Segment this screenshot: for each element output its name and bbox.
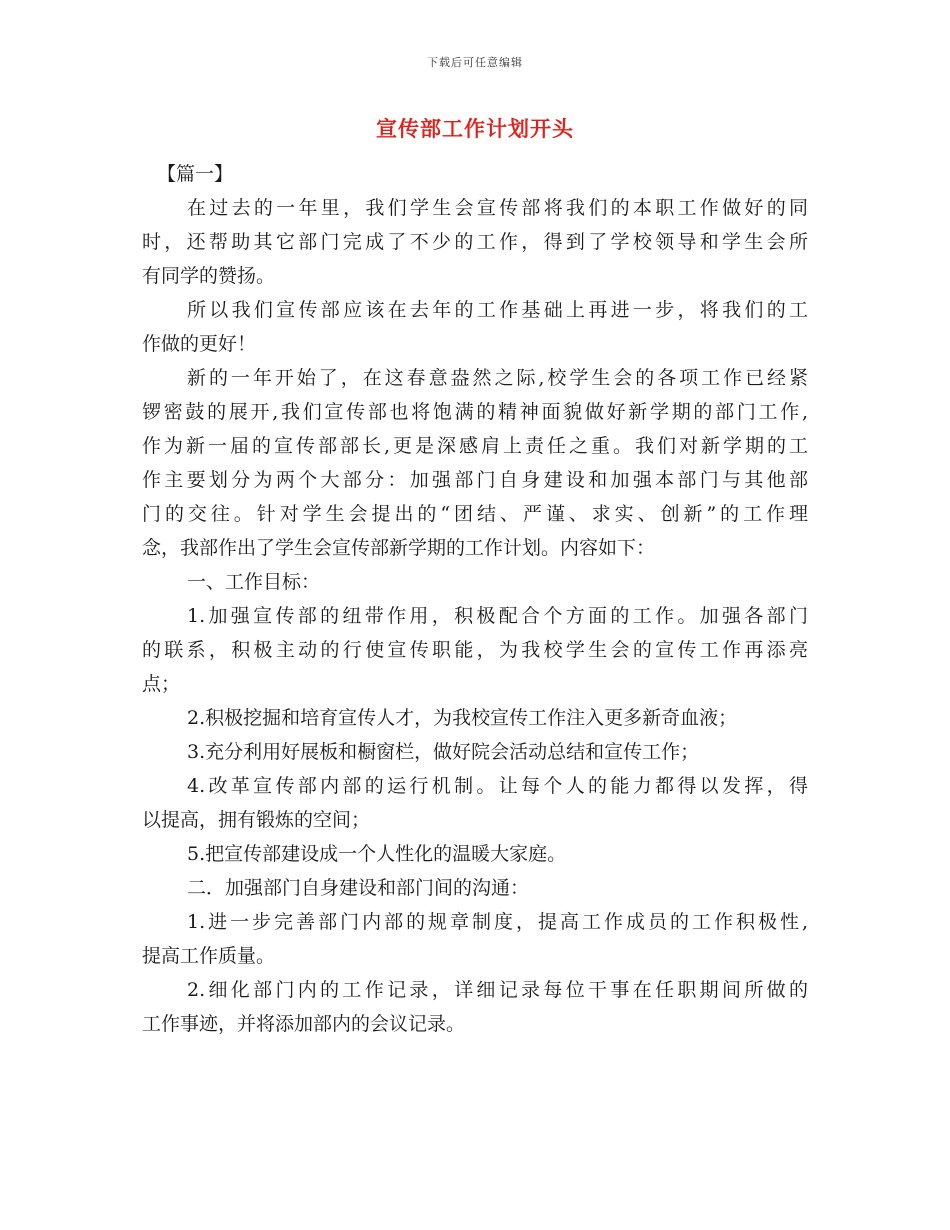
text-line: 1.进一步完善部门内部的规章制度，提高工作成员的工作积极性, <box>187 911 808 933</box>
text-line: 作主要划分为两个大部分：加强部门自身建设和加强本部门与其他部 <box>142 469 808 491</box>
document-body <box>142 157 808 1041</box>
text-line: 有同学的赞扬。 <box>142 265 276 287</box>
text-line: 作做的更好！ <box>142 333 257 355</box>
text-line: 锣密鼓的展开,我们宣传部也将饱满的精神面貌做好新学期的部门工作, <box>142 401 808 423</box>
header-note: 下载后可任意编辑 <box>427 56 523 69</box>
text-line: 提高工作质量。 <box>142 945 276 967</box>
text-line: 工作事迹，并将添加部内的会议记录。 <box>142 1013 466 1035</box>
text-line: 时，还帮助其它部门完成了不少的工作，得到了学校领导和学生会所 <box>142 231 808 253</box>
text-line: 念，我部作出了学生会宣传部新学期的工作计划。内容如下： <box>142 537 656 559</box>
text-line: 5.把宣传部建设成一个人性化的温暖大家庭。 <box>187 843 567 865</box>
text-line: 二．加强部门自身建设和部门间的沟通： <box>187 877 530 899</box>
text-line: 以提高，拥有锻炼的空间； <box>142 809 371 831</box>
text-line: 点； <box>142 673 181 695</box>
text-line: 一、工作目标： <box>187 571 321 593</box>
text-line: 2.细化部门内的工作记录，详细记录每位干事在任职期间所做的 <box>187 979 808 1001</box>
section-label: 【篇一】 <box>157 163 234 185</box>
document-title: 宣传部工作计划开头 <box>376 116 574 141</box>
text-line: 新的一年开始了，在这春意盎然之际,校学生会的各项工作已经紧 <box>187 367 808 389</box>
text-line: 4.改革宣传部内部的运行机制。让每个人的能力都得以发挥，得 <box>187 775 808 797</box>
text-line: 的联系，积极主动的行使宣传职能，为我校学生会的宣传工作再添亮 <box>142 639 808 661</box>
text-line: 在过去的一年里，我们学生会宣传部将我们的本职工作做好的同 <box>187 197 808 219</box>
text-line: 3.充分利用好展板和橱窗栏，做好院会活动总结和宣传工作； <box>187 741 700 763</box>
text-line: 作为新一届的宣传部部长,更是深感肩上责任之重。我们对新学期的工 <box>142 435 808 457</box>
text-line: 门的交往。针对学生会提出的“团结、严谨、求实、创新”的工作理 <box>142 503 808 525</box>
text-line: 1.加强宣传部的纽带作用，积极配合个方面的工作。加强各部门 <box>187 605 808 627</box>
text-line: 2.积极挖掘和培育宣传人才，为我校宣传工作注入更多新奇血液； <box>187 707 738 729</box>
paragraph-lines <box>142 191 808 1041</box>
text-line: 所以我们宣传部应该在去年的工作基础上再进一步，将我们的工 <box>187 299 808 321</box>
